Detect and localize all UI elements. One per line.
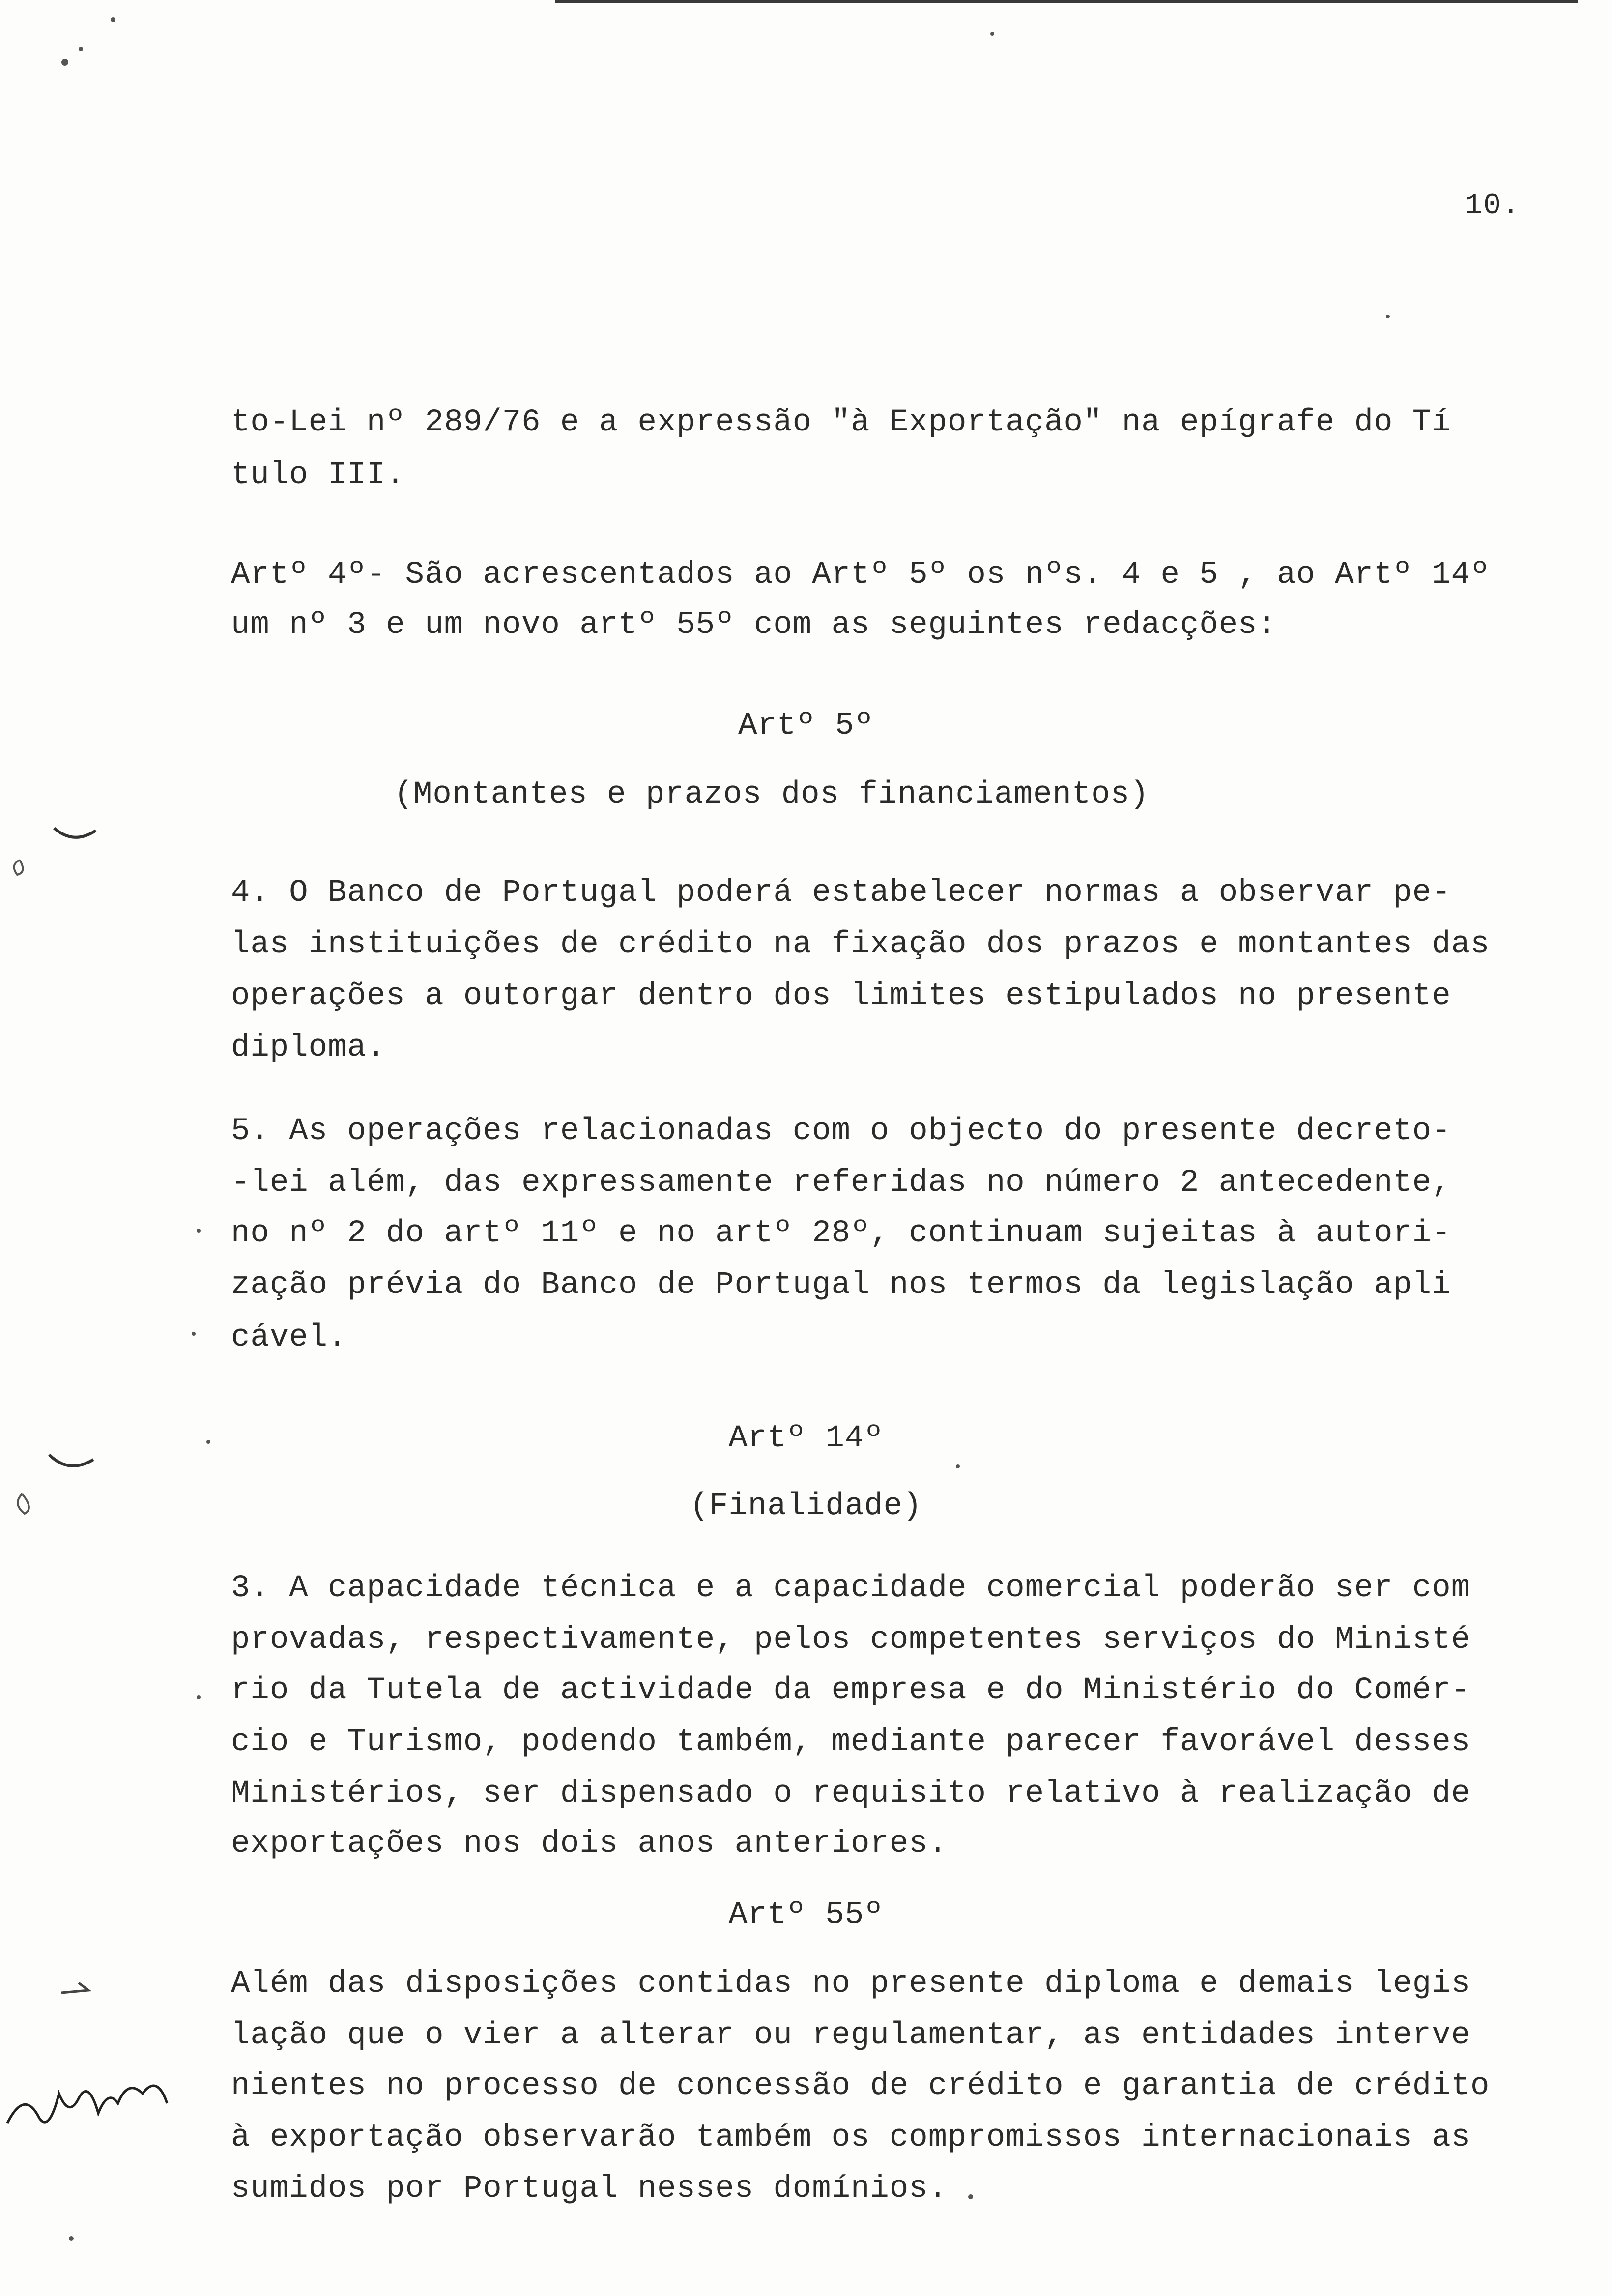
scan-speck [79, 47, 83, 51]
text-line: tulo III. [231, 458, 405, 493]
scan-speck [61, 59, 68, 66]
article-heading: Artº 5º [738, 708, 874, 744]
text-line: lação que o vier a alterar ou regulamentar, as entidades interve [231, 2018, 1470, 2053]
scan-speck [968, 2194, 973, 2199]
article-heading: Artº 55º [728, 1897, 884, 1933]
scan-speck [69, 2236, 74, 2241]
text-line: 3. A capacidade técnica e a capacidade comercial poderão ser com [231, 1571, 1470, 1606]
text-line: operações a outorgar dentro dos limites estipulados no presente [231, 978, 1451, 1014]
text-line: um nº 3 e um novo artº 55º com as seguintes redacções: [231, 607, 1277, 643]
scan-speck [990, 32, 994, 36]
text-line: 4. O Banco de Portugal poderá estabelecer normas a observar pe- [231, 875, 1451, 911]
text-line: Ministérios, ser dispensado o requisito relativo à realização de [231, 1776, 1470, 1811]
scan-speck [111, 17, 115, 22]
scan-speck [197, 1695, 201, 1699]
text-line: 5. As operações relacionadas com o objecto do presente decreto- [231, 1114, 1451, 1149]
margin-scribble [0, 1440, 108, 1523]
scan-speck [1386, 315, 1390, 318]
text-line: cável. [231, 1320, 347, 1355]
text-line: zação prévia do Banco de Portugal nos termos da legislação apli [231, 1267, 1451, 1303]
text-line: sumidos por Portugal nesses domínios. [231, 2171, 948, 2207]
article-subtitle: (Montantes e prazos dos financiamentos) [394, 777, 1150, 812]
text-line: provadas, respectivamente, pelos competentes serviços do Ministé [231, 1622, 1470, 1658]
scan-speck [192, 1332, 196, 1336]
page-number: 10. [1465, 189, 1521, 223]
text-line: diploma. [231, 1030, 386, 1065]
margin-scribble [0, 806, 108, 890]
text-line: à exportação observarão também os compromissos internacionais as [231, 2120, 1470, 2155]
scan-speck [206, 1440, 210, 1444]
text-line: Além das disposições contidas no presente diploma e demais legis [231, 1966, 1470, 2002]
margin-signature [0, 2059, 192, 2143]
article-subtitle: (Finalidade) [690, 1489, 922, 1524]
text-line: Artº 4º- São acrescentados ao Artº 5º os nºs. 4 e 5 , ao Artº 14º [231, 557, 1490, 593]
text-line: cio e Turismo, podendo também, mediante parecer favorável desses [231, 1724, 1470, 1760]
text-line: to-Lei nº 289/76 e a expressão "à Exportação" na epígrafe do Tí [231, 405, 1451, 440]
text-line: exportações nos dois anos anteriores. [231, 1826, 948, 1862]
scan-speck [197, 1229, 201, 1233]
text-line: las instituições de crédito na fixação dos prazos e montantes das [231, 927, 1490, 962]
margin-tick [59, 1980, 98, 2000]
article-heading: Artº 14º [728, 1421, 884, 1456]
top-rule [555, 0, 1578, 3]
text-line: rio da Tutela de actividade da empresa e do Ministério do Comér- [231, 1673, 1470, 1708]
text-line: -lei além, das expressamente referidas no número 2 antecedente, [231, 1165, 1451, 1201]
text-line: no nº 2 do artº 11º e no artº 28º, continuam sujeitas à autori- [231, 1216, 1451, 1251]
scan-speck [956, 1464, 960, 1468]
text-line: nientes no processo de concessão de crédito e garantia de crédito [231, 2068, 1490, 2104]
